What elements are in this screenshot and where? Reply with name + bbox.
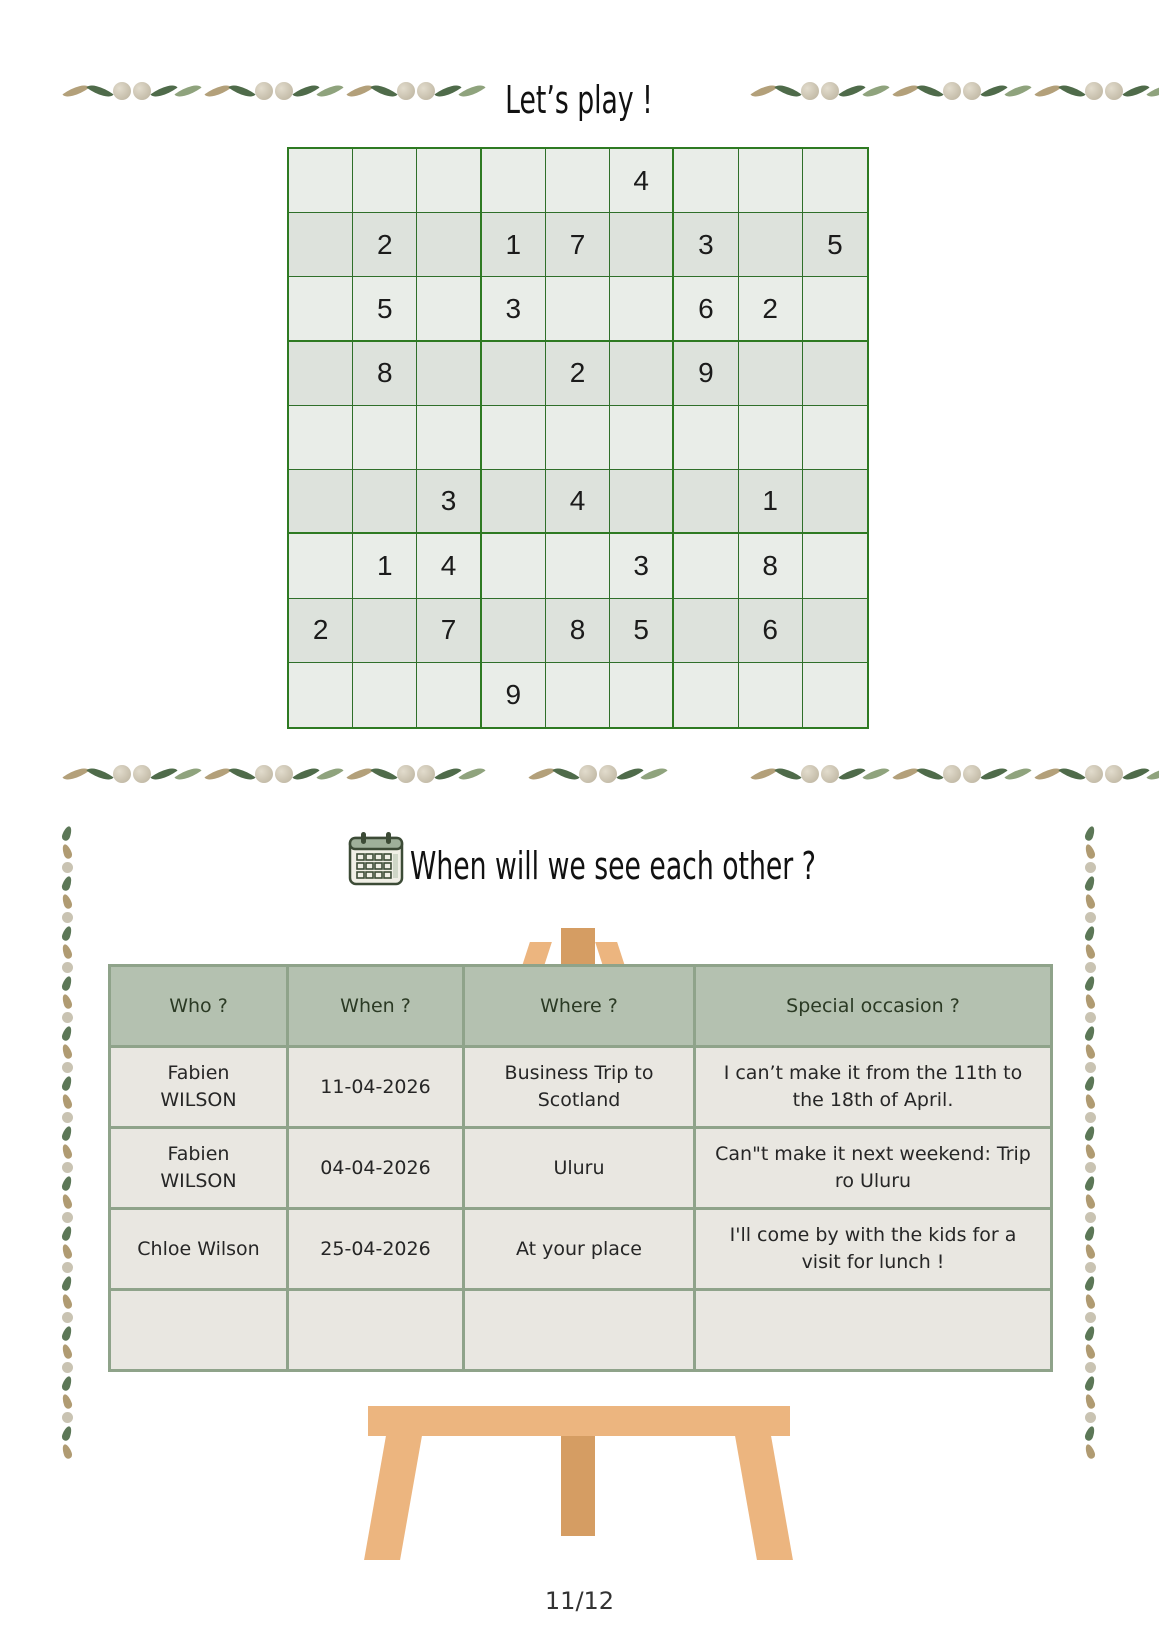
sudoku-cell[interactable] [289, 663, 353, 727]
sudoku-cell: 4 [546, 470, 610, 534]
sudoku-cell[interactable] [739, 406, 803, 470]
sudoku-cell[interactable] [417, 277, 481, 341]
table-row [110, 1047, 1052, 1128]
leaf-sprig-icon [1036, 765, 1159, 783]
leaf-sprig-icon [894, 82, 1030, 100]
table-row [110, 1128, 1052, 1209]
cell-special-occasion: Can"t make it next weekend: Trip ro Uluru [695, 1128, 1052, 1209]
sudoku-cell: 3 [482, 277, 546, 341]
sudoku-cell[interactable] [674, 599, 738, 663]
sudoku-cell[interactable] [482, 342, 546, 406]
sudoku-cell: 5 [353, 277, 417, 341]
sudoku-cell: 2 [546, 342, 610, 406]
sudoku-cell[interactable] [546, 277, 610, 341]
sudoku-cell: 7 [546, 213, 610, 277]
sudoku-cell[interactable] [417, 406, 481, 470]
leaf-garland-decoration [530, 765, 666, 783]
sudoku-cell[interactable] [546, 663, 610, 727]
cell-special-occasion: I'll come by with the kids for a visit for lunch ! [695, 1209, 1052, 1290]
table-row [110, 1209, 1052, 1290]
cell-special-occasion[interactable] [695, 1290, 1052, 1371]
sudoku-cell[interactable] [610, 342, 674, 406]
cell-where[interactable] [464, 1290, 695, 1371]
calendar-icon [347, 830, 405, 888]
sudoku-cell[interactable] [803, 342, 867, 406]
table-header-row [110, 966, 1052, 1047]
leaf-sprig-icon [1036, 82, 1159, 100]
sudoku-cell[interactable] [417, 213, 481, 277]
sudoku-cell[interactable] [353, 470, 417, 534]
schedule-title: When will we see each other ? [410, 844, 816, 888]
sudoku-cell[interactable] [803, 277, 867, 341]
cell-who: Fabien WILSON [110, 1128, 288, 1209]
sudoku-cell[interactable] [546, 534, 610, 598]
sudoku-cell[interactable] [803, 599, 867, 663]
leaf-garland-decoration [64, 765, 484, 783]
sudoku-cell: 8 [353, 342, 417, 406]
cell-when: 25-04-2026 [288, 1209, 464, 1290]
sudoku-cell[interactable] [739, 213, 803, 277]
sudoku-cell[interactable] [482, 599, 546, 663]
sudoku-cell[interactable] [546, 149, 610, 213]
sudoku-cell: 4 [610, 149, 674, 213]
sudoku-cell[interactable] [803, 406, 867, 470]
sudoku-cell[interactable] [674, 149, 738, 213]
sudoku-cell[interactable] [482, 406, 546, 470]
vine-border-decoration [1083, 826, 1097, 1459]
sudoku-cell[interactable] [803, 470, 867, 534]
cell-when: 11-04-2026 [288, 1047, 464, 1128]
sudoku-cell[interactable] [610, 470, 674, 534]
sudoku-cell: 1 [739, 470, 803, 534]
sudoku-cell[interactable] [289, 406, 353, 470]
cell-where: Uluru [464, 1128, 695, 1209]
sudoku-cell[interactable] [482, 149, 546, 213]
sudoku-cell[interactable] [610, 663, 674, 727]
sudoku-cell[interactable] [674, 470, 738, 534]
sudoku-cell: 1 [482, 213, 546, 277]
sudoku-cell[interactable] [289, 213, 353, 277]
sudoku-cell: 6 [739, 599, 803, 663]
sudoku-cell: 1 [353, 534, 417, 598]
leaf-sprig-icon [64, 82, 200, 100]
leaf-garland-decoration [752, 82, 1159, 100]
leaf-sprig-icon [206, 82, 342, 100]
sudoku-cell[interactable] [674, 663, 738, 727]
sudoku-cell[interactable] [353, 663, 417, 727]
sudoku-cell[interactable] [546, 406, 610, 470]
cell-when[interactable] [288, 1290, 464, 1371]
sudoku-cell[interactable] [353, 599, 417, 663]
sudoku-cell: 9 [674, 342, 738, 406]
sudoku-cell[interactable] [803, 149, 867, 213]
sudoku-cell[interactable] [610, 406, 674, 470]
vine-border-decoration [60, 826, 74, 1459]
cell-where: Business Trip to Scotland [464, 1047, 695, 1128]
sudoku-cell: 3 [674, 213, 738, 277]
sudoku-cell: 2 [353, 213, 417, 277]
sudoku-cell: 3 [610, 534, 674, 598]
sudoku-cell[interactable] [674, 534, 738, 598]
sudoku-cell: 8 [546, 599, 610, 663]
sudoku-cell: 7 [417, 599, 481, 663]
sudoku-cell[interactable] [610, 213, 674, 277]
leaf-garland-decoration [64, 82, 484, 100]
sudoku-cell[interactable] [739, 663, 803, 727]
table-row-empty [110, 1290, 1052, 1371]
cell-special-occasion: I can’t make it from the 11th to the 18th of April. [695, 1047, 1052, 1128]
sudoku-cell[interactable] [417, 663, 481, 727]
sudoku-cell[interactable] [482, 534, 546, 598]
leaf-garland-decoration [752, 765, 1159, 783]
sudoku-cell: 8 [739, 534, 803, 598]
sudoku-cell[interactable] [289, 534, 353, 598]
sudoku-cell: 3 [417, 470, 481, 534]
sudoku-cell[interactable] [739, 149, 803, 213]
sudoku-cell[interactable] [353, 149, 417, 213]
cell-who: Fabien WILSON [110, 1047, 288, 1128]
sudoku-cell: 9 [482, 663, 546, 727]
cell-where: At your place [464, 1209, 695, 1290]
sudoku-cell[interactable] [674, 406, 738, 470]
sudoku-title: Let’s play ! [505, 78, 653, 122]
sudoku-cell[interactable] [289, 277, 353, 341]
sudoku-cell: 6 [674, 277, 738, 341]
sudoku-cell[interactable] [417, 342, 481, 406]
leaf-sprig-icon [752, 82, 888, 100]
leaf-sprig-icon [206, 765, 342, 783]
sudoku-cell[interactable] [353, 406, 417, 470]
header-where: Where ? [464, 966, 695, 1047]
sudoku-cell: 5 [610, 599, 674, 663]
sudoku-cell: 5 [803, 213, 867, 277]
cell-who: Chloe Wilson [110, 1209, 288, 1290]
sudoku-cell[interactable] [417, 149, 481, 213]
sudoku-cell[interactable] [482, 470, 546, 534]
sudoku-cell[interactable] [610, 277, 674, 341]
schedule-table [108, 964, 1053, 1372]
leaf-sprig-icon [348, 765, 484, 783]
sudoku-cell[interactable] [803, 534, 867, 598]
sudoku-cell: 2 [289, 599, 353, 663]
leaf-sprig-icon [530, 765, 666, 783]
sudoku-grid [287, 147, 869, 729]
sudoku-cell[interactable] [289, 470, 353, 534]
cell-who[interactable] [110, 1290, 288, 1371]
sudoku-cell: 2 [739, 277, 803, 341]
page-number: 11/12 [544, 1587, 615, 1615]
header-who: Who ? [110, 966, 288, 1047]
header-when: When ? [288, 966, 464, 1047]
sudoku-cell: 4 [417, 534, 481, 598]
leaf-sprig-icon [64, 765, 200, 783]
cell-when: 04-04-2026 [288, 1128, 464, 1209]
sudoku-cell[interactable] [739, 342, 803, 406]
sudoku-cell[interactable] [289, 149, 353, 213]
leaf-sprig-icon [752, 765, 888, 783]
leaf-sprig-icon [894, 765, 1030, 783]
sudoku-cell[interactable] [803, 663, 867, 727]
sudoku-cell[interactable] [289, 342, 353, 406]
header-special-occasion: Special occasion ? [695, 966, 1052, 1047]
